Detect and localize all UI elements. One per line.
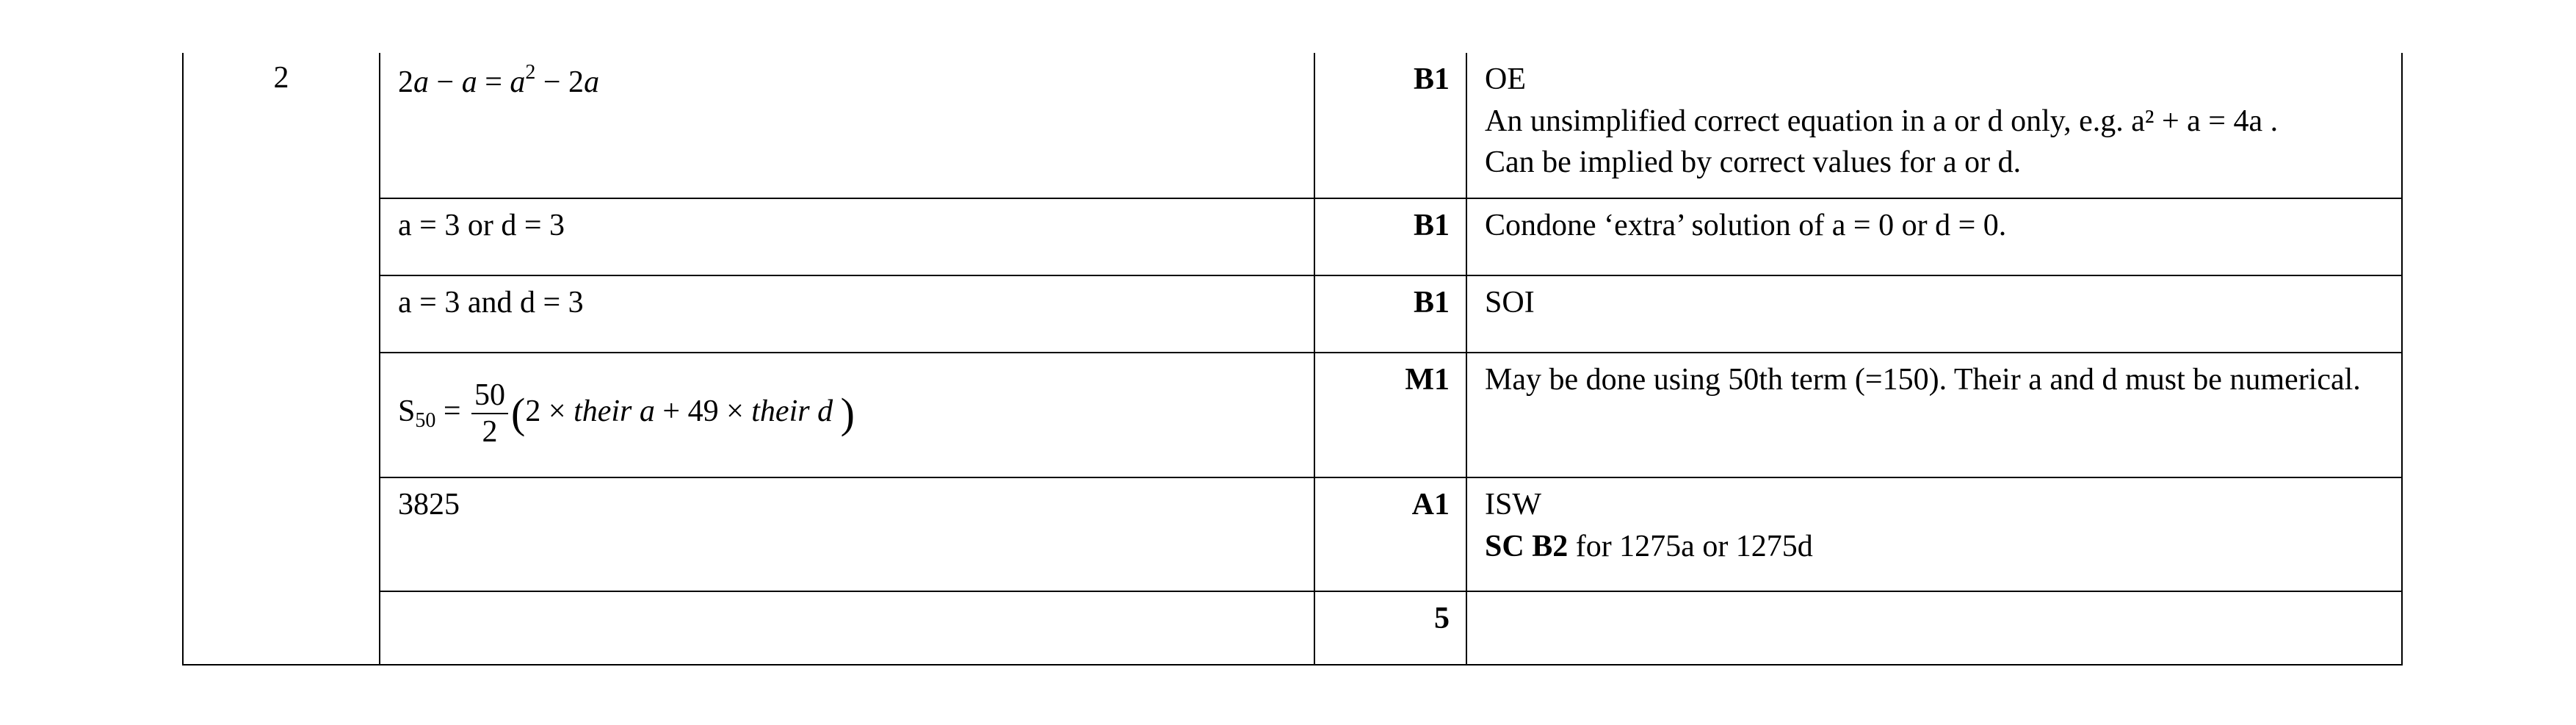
total-marks: 5 xyxy=(1314,591,1466,665)
answer-cell: 3825 xyxy=(380,477,1314,591)
answer-cell xyxy=(380,591,1314,665)
guidance-line: Can be implied by correct values for a or d. xyxy=(1485,145,2022,180)
sum-formula: $S_{50}$ = $\frac{50}{2}$ (2 × their a + 49 × their d ) xyxy=(398,378,855,449)
answer-cell: a = 3 and d = 3 xyxy=(380,275,1314,353)
guidance-line xyxy=(1485,526,2384,568)
total-row xyxy=(183,591,2402,665)
guidance-cell: Condone ‘extra’ solution of a = 0 or d = 0. xyxy=(1466,198,2402,275)
guidance-cell xyxy=(1466,591,2402,665)
mark-scheme-table xyxy=(182,53,2403,666)
guidance-cell: May be done using 50th term (=150). Their a and d must be numerical. xyxy=(1466,353,2402,477)
mark-cell: A1 xyxy=(1314,477,1466,591)
mark-cell: B1 xyxy=(1314,53,1466,198)
mark-cell: M1 xyxy=(1314,353,1466,477)
fraction: $\frac{50}{2}$ xyxy=(471,378,508,450)
table-row xyxy=(183,477,2402,591)
answer-cell xyxy=(380,53,1314,198)
guidance-line: OE xyxy=(1485,62,1526,96)
question-number: 2 xyxy=(183,53,380,665)
answer-cell xyxy=(380,353,1314,477)
guidance-cell: SOI xyxy=(1466,275,2402,353)
special-case-text: for 1275a or 1275d xyxy=(1575,529,1813,563)
table-row xyxy=(183,353,2402,477)
table-row xyxy=(183,53,2402,198)
guidance-cell xyxy=(1466,477,2402,591)
answer-cell: a = 3 or d = 3 xyxy=(380,198,1314,275)
table-row xyxy=(183,198,2402,275)
mark-cell: B1 xyxy=(1314,198,1466,275)
guidance-line: ISW xyxy=(1485,488,1541,522)
special-case-label: SC B2 xyxy=(1485,529,1569,563)
guidance-line: An unsimplified correct equation in a or d only, e.g. a² + a = 4a . xyxy=(1485,104,2279,138)
answer-equation: $2a - a = a^2 - 2a$ xyxy=(398,61,600,99)
mark-cell: B1 xyxy=(1314,275,1466,353)
table-row xyxy=(183,275,2402,353)
guidance-cell xyxy=(1466,53,2402,198)
